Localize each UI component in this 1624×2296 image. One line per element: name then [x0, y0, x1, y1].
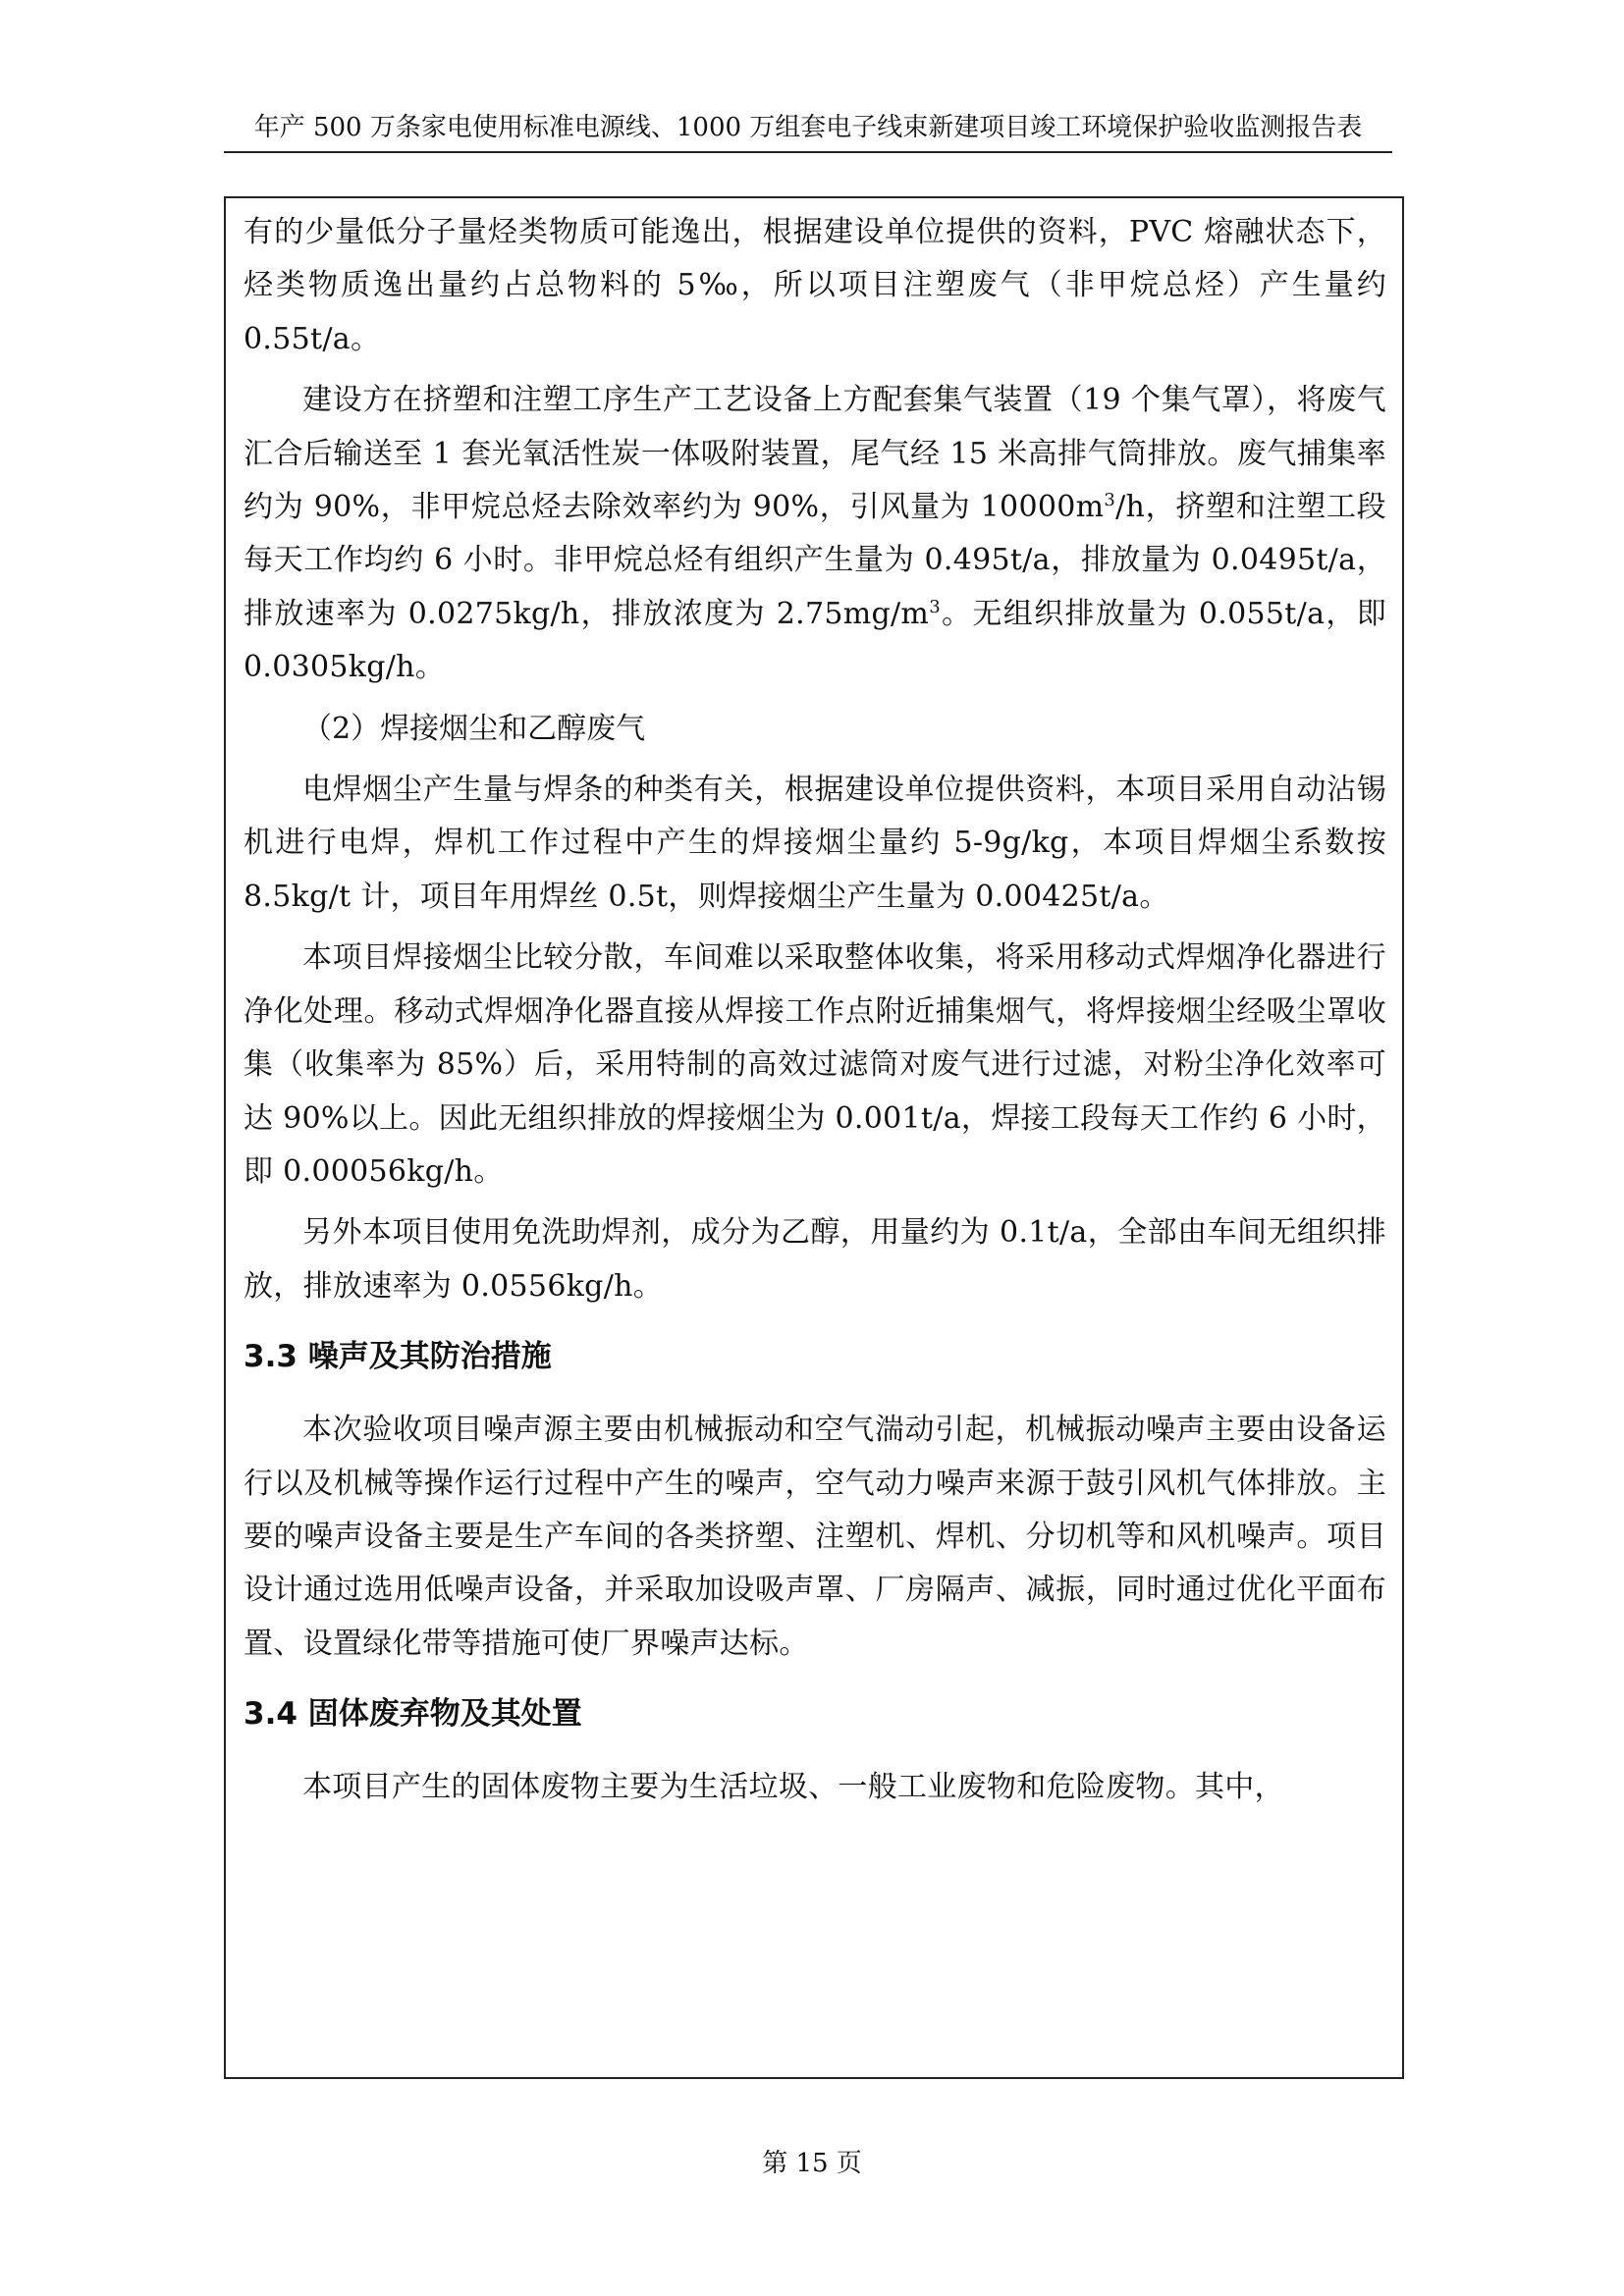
paragraph-gas-collection [244, 374, 1386, 694]
header-rule [224, 151, 1392, 153]
section-title-noise: 3.3 噪声及其防治措施 [244, 1339, 552, 1375]
subheading-welding-fume: （2）焊接烟尘和乙醇废气 [302, 711, 646, 746]
page-number: 第 15 页 [762, 2149, 862, 2178]
paragraph-noise: 本次验收项目噪声源主要由机械振动和空气湍动引起，机械振动噪声主要由设备运行以及机械等操作运行过程中产生的噪声，空气动力噪声来源于鼓引风机气体排放。主要的噪声设备主要是生产车间的各类挤塑、注塑机、焊机、分切机等和风机噪声。项目设计通过选用低噪声设备，并采取加设吸声罩、厂房隔声、减振，同时通过优化平面布置、设置绿化带等措施可使厂界噪声达标。 [244, 1413, 1386, 1661]
paragraph-hydrocarbon-emission: 有的少量低分子量烃类物质可能逸出，根据建设单位提供的资料，PVC 熔融状态下，烃类物质逸出量约占总物料的 5‰，所以项目注塑废气（非甲烷总烃）产生量约 0.55t/a。 [244, 215, 1386, 356]
paragraph-welding-fume-generation: 电焊烟尘产生量与焊条的种类有关，根据建设单位提供资料，本项目采用自动沾锡机进行电焊，焊机工作过程中产生的焊接烟尘量约 5-9g/kg，本项目焊烟尘系数按 8.5kg/t 计，项目年用焊丝 0.5t，则焊接烟尘产生量为 0.00425t/a。 [244, 773, 1386, 914]
paragraph-flux-ethanol: 另外本项目使用免洗助焊剂，成分为乙醇，用量约为 0.1t/a，全部由车间无组织排放，排放速率为 0.0556kg/h。 [244, 1215, 1386, 1304]
superscript-3: 3 [929, 596, 941, 617]
paragraph-solid-waste: 本项目产生的固体废物主要为生活垃圾、一般工业废物和危险废物。其中， [302, 1770, 1284, 1805]
content-body [244, 206, 1386, 1823]
page-header: 年产 500 万条家电使用标准电源线、1000 万组套电子线束新建项目竣工环境保护验收监测报告表 [253, 113, 1363, 142]
content-box [224, 196, 1404, 2079]
paragraph-gas-collection-part1: 建设方在挤塑和注塑工序生产工艺设备上方配套集气装置（19 个集气罩），将废气汇合后输送至 1 套光氧活性炭一体吸附装置，尾气经 15 米高排气筒排放。废气捕集率约为 90%，非甲烷总烃去除效率约为 90%，引风量为 10000m [244, 383, 1386, 525]
paragraph-gas-collection-part2: /h，挤塑和注塑工段每天工作均约 6 小时。非甲烷总烃有组织产生量为 0.495t/a，排放量为 0.0495t/a，排放速率为 0.0275kg/h，排放浓度为 2.75mg/m [244, 490, 1386, 631]
paragraph-gas-collection-part3: 。无组织排放量为 0.055t/a，即 0.0305kg/h。 [244, 596, 1386, 685]
section-title-solid-waste: 3.4 固体废弃物及其处置 [244, 1696, 582, 1733]
paragraph-welding-fume-treatment: 本项目焊接烟尘比较分散，车间难以采取整体收集，将采用移动式焊烟净化器进行净化处理。移动式焊烟净化器直接从焊接工作点附近捕集烟气，将焊接烟尘经吸尘罩收集（收集率为 85%）后，采用特制的高效过滤筒对废气进行过滤，对粉尘净化效率可达 90%以上。因此无组织排放的焊接烟尘为 0.001t/a，焊接工段每天工作约 6 小时，即 0.00056kg/h。 [244, 940, 1386, 1189]
superscript-3: 3 [1104, 490, 1116, 511]
